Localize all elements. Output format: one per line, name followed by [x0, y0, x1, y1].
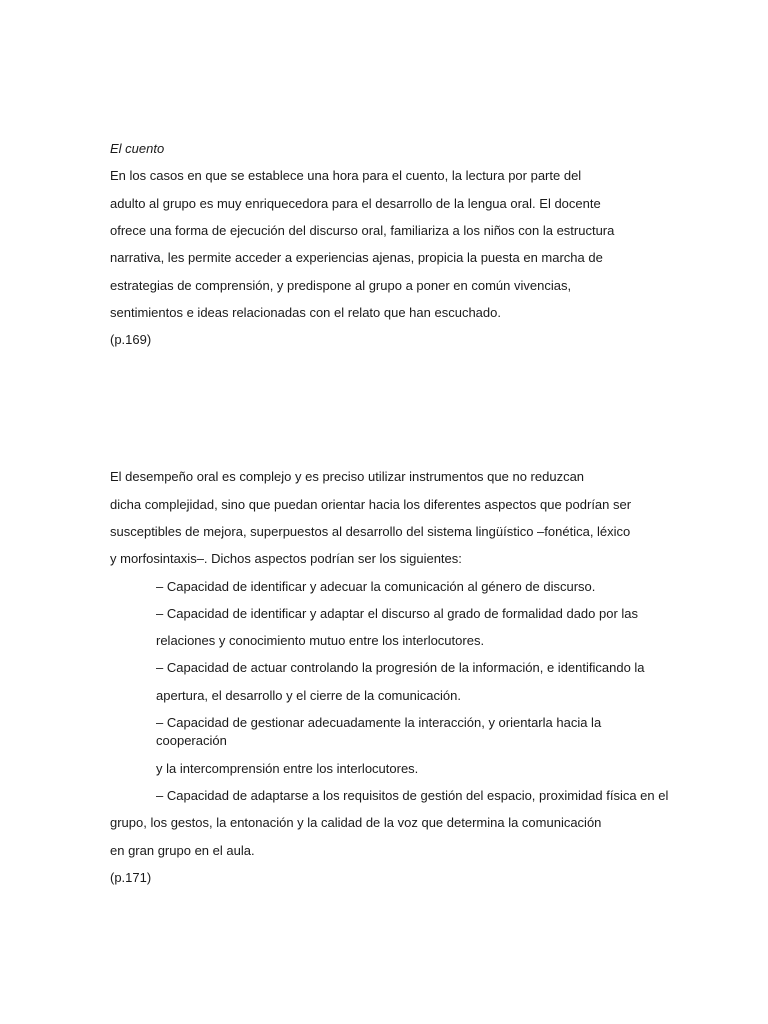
list-item: – Capacidad de gestionar adecuadamente la interacción, y orientarla hacia la: [156, 715, 602, 730]
paragraph-line: grupo, los gestos, la entonación y la calidad de la voz que determina la comunicación: [110, 815, 602, 830]
paragraph-line: dicha complejidad, sino que puedan orientar hacia los diferentes aspectos que podrían ser: [110, 497, 632, 512]
list-item-continuation: cooperación: [156, 733, 227, 748]
list-item: – Capacidad de actuar controlando la progresión de la información, e identificando la: [156, 660, 645, 675]
paragraph-line: El desempeño oral es complejo y es preciso utilizar instrumentos que no reduzcan: [110, 469, 585, 484]
list-item: – Capacidad de adaptarse a los requisitos de gestión del espacio, proximidad física en el: [156, 788, 669, 803]
paragraph-line: en gran grupo en el aula.: [110, 843, 255, 858]
paragraph-line: sentimientos e ideas relacionadas con el relato que han escuchado.: [110, 305, 501, 320]
paragraph-line: ofrece una forma de ejecución del discurso oral, familiariza a los niños con la estructura: [110, 223, 615, 238]
paragraph-line: estrategias de comprensión, y predispone al grupo a poner en común vivencias,: [110, 278, 572, 293]
section-title: El cuento: [110, 141, 165, 156]
citation: (p.169): [110, 332, 152, 347]
list-item-continuation: y la intercomprensión entre los interlocutores.: [156, 761, 419, 776]
paragraph-line: y morfosintaxis–. Dichos aspectos podrían ser los siguientes:: [110, 551, 462, 566]
paragraph-line: susceptibles de mejora, superpuestos al desarrollo del sistema lingüístico –fonética, léxico: [110, 524, 631, 539]
list-item-continuation: apertura, el desarrollo y el cierre de la comunicación.: [156, 688, 461, 703]
citation: (p.171): [110, 870, 152, 885]
paragraph-line: narrativa, les permite acceder a experiencias ajenas, propicia la puesta en marcha de: [110, 250, 603, 265]
list-item: – Capacidad de identificar y adecuar la comunicación al género de discurso.: [156, 579, 596, 594]
paragraph-line: adulto al grupo es muy enriquecedora para el desarrollo de la lengua oral. El docente: [110, 196, 601, 211]
list-item: – Capacidad de identificar y adaptar el discurso al grado de formalidad dado por las: [156, 606, 639, 621]
paragraph-line: En los casos en que se establece una hora para el cuento, la lectura por parte del: [110, 168, 582, 183]
list-item-continuation: relaciones y conocimiento mutuo entre los interlocutores.: [156, 633, 485, 648]
